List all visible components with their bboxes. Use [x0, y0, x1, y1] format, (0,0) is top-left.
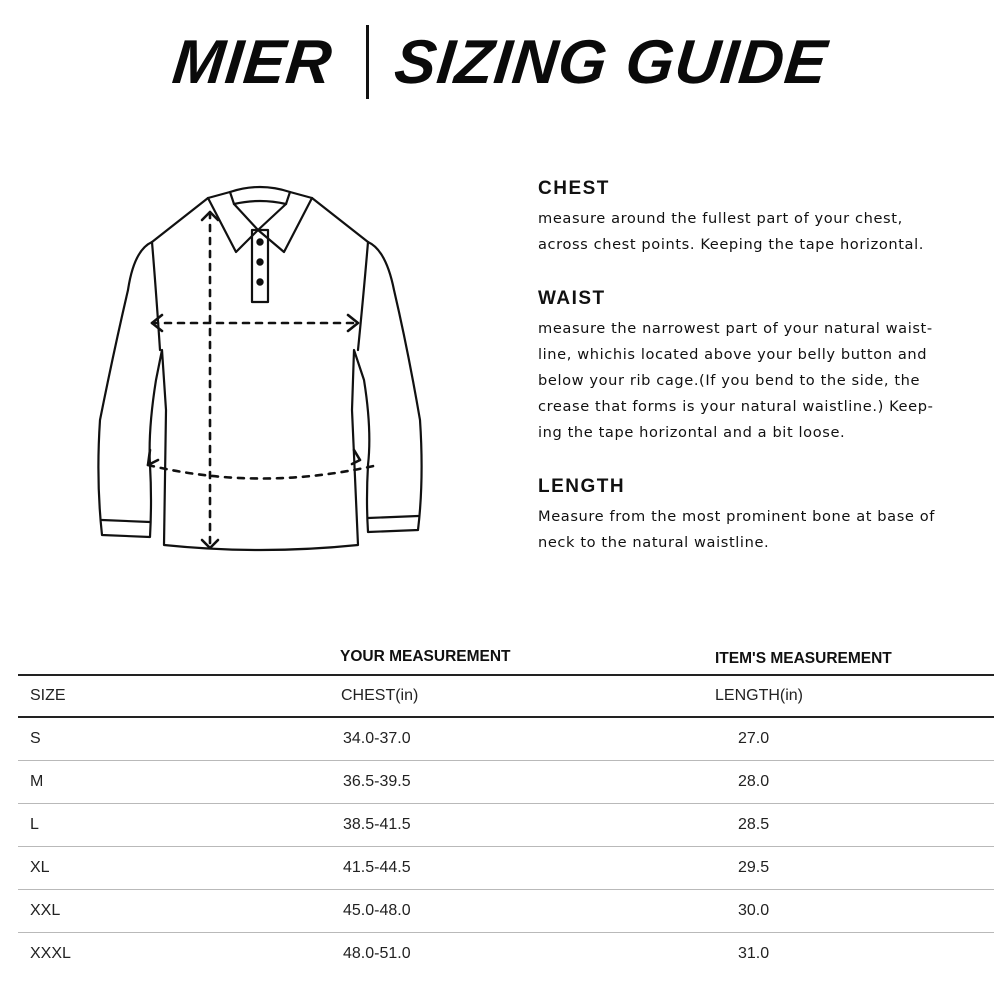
waist-description: [538, 316, 978, 446]
table-row: [18, 718, 994, 760]
table-row: [18, 761, 994, 803]
length-cell: 28.0: [738, 773, 770, 790]
table-row: [18, 847, 994, 889]
size-cell: L: [30, 816, 39, 833]
waist-section: [538, 288, 978, 446]
length-cell: 28.5: [738, 816, 770, 833]
table-row: [18, 933, 994, 975]
length-title: LENGTH: [538, 476, 626, 497]
length-description: [538, 504, 978, 556]
your-measurement-heading: YOUR MEASUREMENT: [340, 648, 511, 665]
waist-desc-line: crease that forms is your natural waistline.) Keep-: [538, 398, 934, 415]
title-divider: [366, 25, 369, 99]
chest-description: [538, 206, 978, 258]
chest-cell: 48.0-51.0: [343, 945, 411, 962]
column-header-length: LENGTH(in): [715, 687, 804, 704]
shirt-measurement-illustration: [90, 180, 440, 570]
size-cell: S: [30, 730, 41, 747]
chest-desc-line: across chest points. Keeping the tape horizontal.: [538, 236, 924, 253]
length-cell: 29.5: [738, 859, 770, 876]
chest-cell: 45.0-48.0: [343, 902, 411, 919]
table-row: [18, 804, 994, 846]
size-table: [18, 640, 994, 975]
waist-desc-line: ing the tape horizontal and a bit loose.: [538, 424, 846, 441]
chest-section: [538, 178, 978, 258]
table-header-row: [18, 676, 994, 716]
size-cell: XXL: [30, 902, 61, 919]
chest-cell: 38.5-41.5: [343, 816, 411, 833]
length-cell: 30.0: [738, 902, 770, 919]
size-cell: M: [30, 773, 44, 790]
chest-cell: 34.0-37.0: [343, 730, 411, 747]
page-title: SIZING GUIDE: [391, 27, 831, 97]
waist-desc-line: below your rib cage.(If you bend to the side, the: [538, 372, 921, 389]
brand-header: [0, 24, 1000, 100]
waist-arrow-left-icon: [148, 450, 158, 465]
item-measurement-heading: ITEM'S MEASUREMENT: [715, 650, 892, 667]
waist-title: WAIST: [538, 288, 606, 309]
chest-title: CHEST: [538, 178, 610, 199]
size-cell: XXXL: [30, 945, 71, 962]
length-section: [538, 476, 978, 556]
column-header-size: SIZE: [30, 687, 66, 704]
waist-desc-line: measure the narrowest part of your natural waist-: [538, 320, 933, 337]
table-row: [18, 890, 994, 932]
chest-cell: 36.5-39.5: [343, 773, 411, 790]
size-cell: XL: [30, 859, 50, 876]
length-desc-line: neck to the natural waistline.: [538, 534, 770, 551]
length-desc-line: Measure from the most prominent bone at base of: [538, 508, 935, 525]
waist-arrow-icon: [148, 465, 378, 479]
brand-name: MIER: [169, 27, 336, 97]
chest-desc-line: measure around the fullest part of your chest,: [538, 210, 903, 227]
table-group-header: [18, 640, 994, 674]
length-cell: 27.0: [738, 730, 770, 747]
shirt-outline-icon: [98, 187, 421, 550]
chest-cell: 41.5-44.5: [343, 859, 411, 876]
length-cell: 31.0: [738, 945, 770, 962]
column-header-chest: CHEST(in): [341, 687, 419, 704]
waist-desc-line: line, whichis located above your belly button and: [538, 346, 928, 363]
